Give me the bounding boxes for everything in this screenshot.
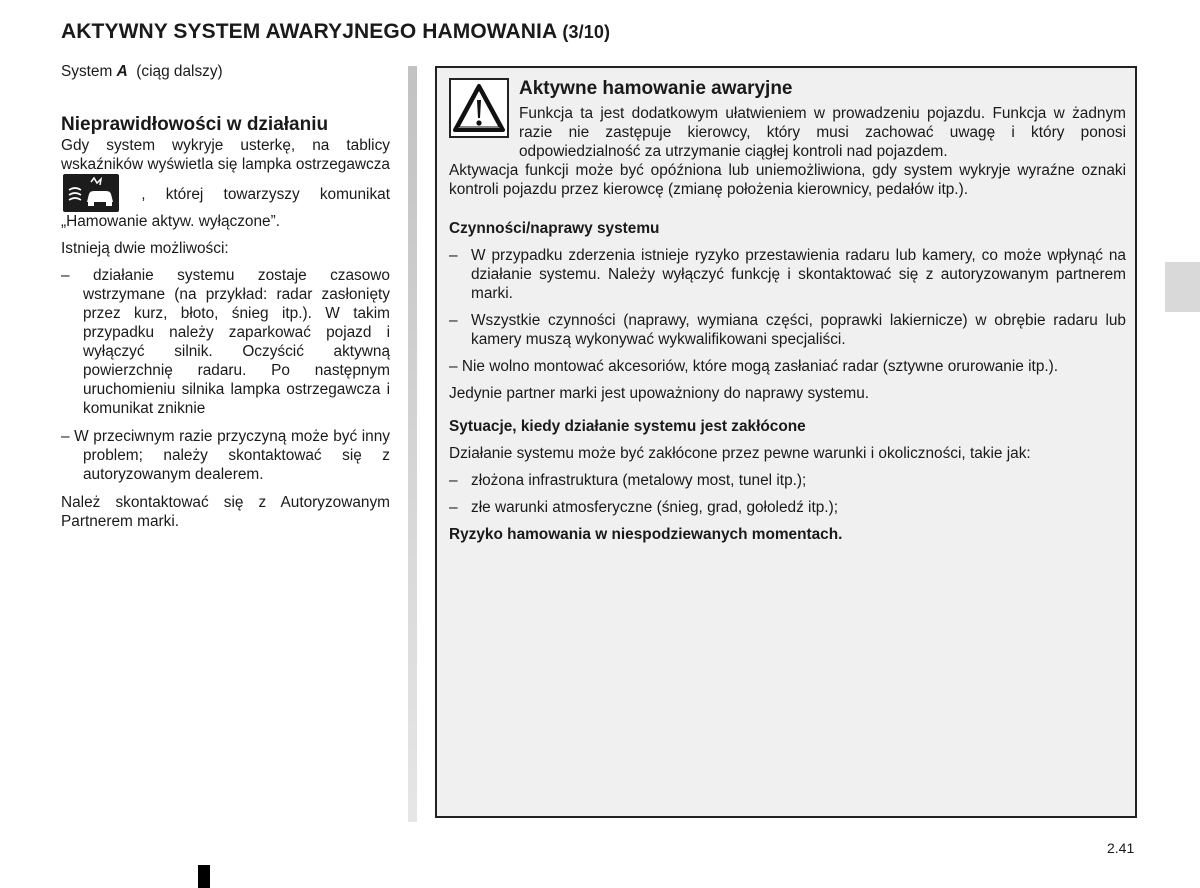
contact-paragraph: Należ skontaktować się z Autoryzowanym Partnerem marki. bbox=[61, 494, 390, 530]
disturbance-intro: Działanie systemu może być zakłócone przez pewne warunki i okoliczności, takie jak: bbox=[449, 445, 1031, 462]
box-heading: Aktywne hamowanie awaryjne bbox=[519, 78, 793, 99]
chapter-tab-marker bbox=[1165, 262, 1200, 312]
repair-item-1: – W przypadku zderzenia istnieje ryzyko przestawienia radaru lub kamery, co może wpłynąć na działanie systemu. Należy wyłączyć funkcję i skontaktować się z autoryzowanym partnerem marki. bbox=[449, 247, 1126, 302]
options-intro: Istnieją dwie możliwości: bbox=[61, 240, 229, 257]
section-heading: Nieprawidłowości w działaniu bbox=[61, 114, 329, 135]
page-title bbox=[61, 20, 610, 44]
repair-item-2: – Wszystkie czynności (naprawy, wymiana części, poprawki lakiernicze) w obrębie radaru lub kamery muszą wykonywać wykwalifikowani specjaliści. bbox=[449, 312, 1126, 348]
partner-note: Jedynie partner marki jest upoważniony do naprawy systemu. bbox=[449, 385, 870, 402]
option-item-1: – działanie systemu zostaje czasowo wstrzymane (na przykład: radar zasłonięty przez kurz, błoto, śnieg itp.). W takim przypadku należy zaparkować pojazd i wyłączyć silnik. Oczyścić aktywną powierzchnię radaru. Po następnym uruchomieniu silnika lampka ostrzegawcza i komunikat zniknie bbox=[61, 267, 390, 417]
system-letter: A bbox=[116, 63, 128, 80]
title-page-indicator: (3/10) bbox=[562, 22, 611, 42]
box-intro: Funkcja ta jest dodatkowym ułatwieniem w prowadzeniu pojazdu. Funkcja w żadnym razie nie zastępuje kierowcy, który musi zachować uwagę i który ponosi odpowiedzialność za utrzymanie ciągłej kontroli nad pojazdem. Aktywacja funkcji może być opóźniona lub uniemożliwiona, gdy system wykryje wyraźne oznaki kontroli pojazdu przez kierowcę (zmianę położenia kierownicy, pedałów itp.). bbox=[449, 105, 1126, 198]
page-number: 2.41 bbox=[1107, 840, 1135, 856]
warning-box bbox=[435, 66, 1137, 818]
fault-paragraph: Gdy system wykryje usterkę, na tablicy wskaźników wyświetla się lampka ostrzegawcza , której towarzyszy komunikat „Hamowanie aktyw. wyłączone”. bbox=[61, 137, 391, 230]
title-main: AKTYWNY SYSTEM AWARYJNEGO HAMOWANIA bbox=[61, 20, 557, 43]
left-column bbox=[61, 62, 390, 531]
emergency-braking-warning-lamp-icon bbox=[63, 174, 119, 212]
disturbance-item-2: – złe warunki atmosferyczne (śnieg, grad, gołoledź itp.); bbox=[449, 499, 838, 516]
gray-side-bar bbox=[408, 66, 417, 822]
accessories-note: – Nie wolno montować akcesoriów, które mogą zasłaniać radar (sztywne orurowanie itp.). bbox=[449, 358, 1059, 375]
crop-mark bbox=[198, 865, 210, 888]
subheading-repairs: Czynności/naprawy systemu bbox=[449, 220, 660, 237]
option-item-2: – W przeciwnym razie przyczyną może być inny problem; należy skontaktować się z autoryzowanym dealerem. bbox=[61, 428, 390, 483]
disturbance-item-1: – złożona infrastruktura (metalowy most, tunel itp.); bbox=[449, 472, 807, 489]
warning-box-content bbox=[449, 78, 1126, 544]
subheading-disturbances: Sytuacje, kiedy działanie systemu jest zakłócone bbox=[449, 418, 806, 435]
braking-risk-note: Ryzyko hamowania w niespodziewanych momentach. bbox=[449, 526, 843, 543]
system-label: System A (ciąg dalszy) bbox=[61, 63, 223, 80]
warning-triangle-icon bbox=[449, 78, 509, 138]
